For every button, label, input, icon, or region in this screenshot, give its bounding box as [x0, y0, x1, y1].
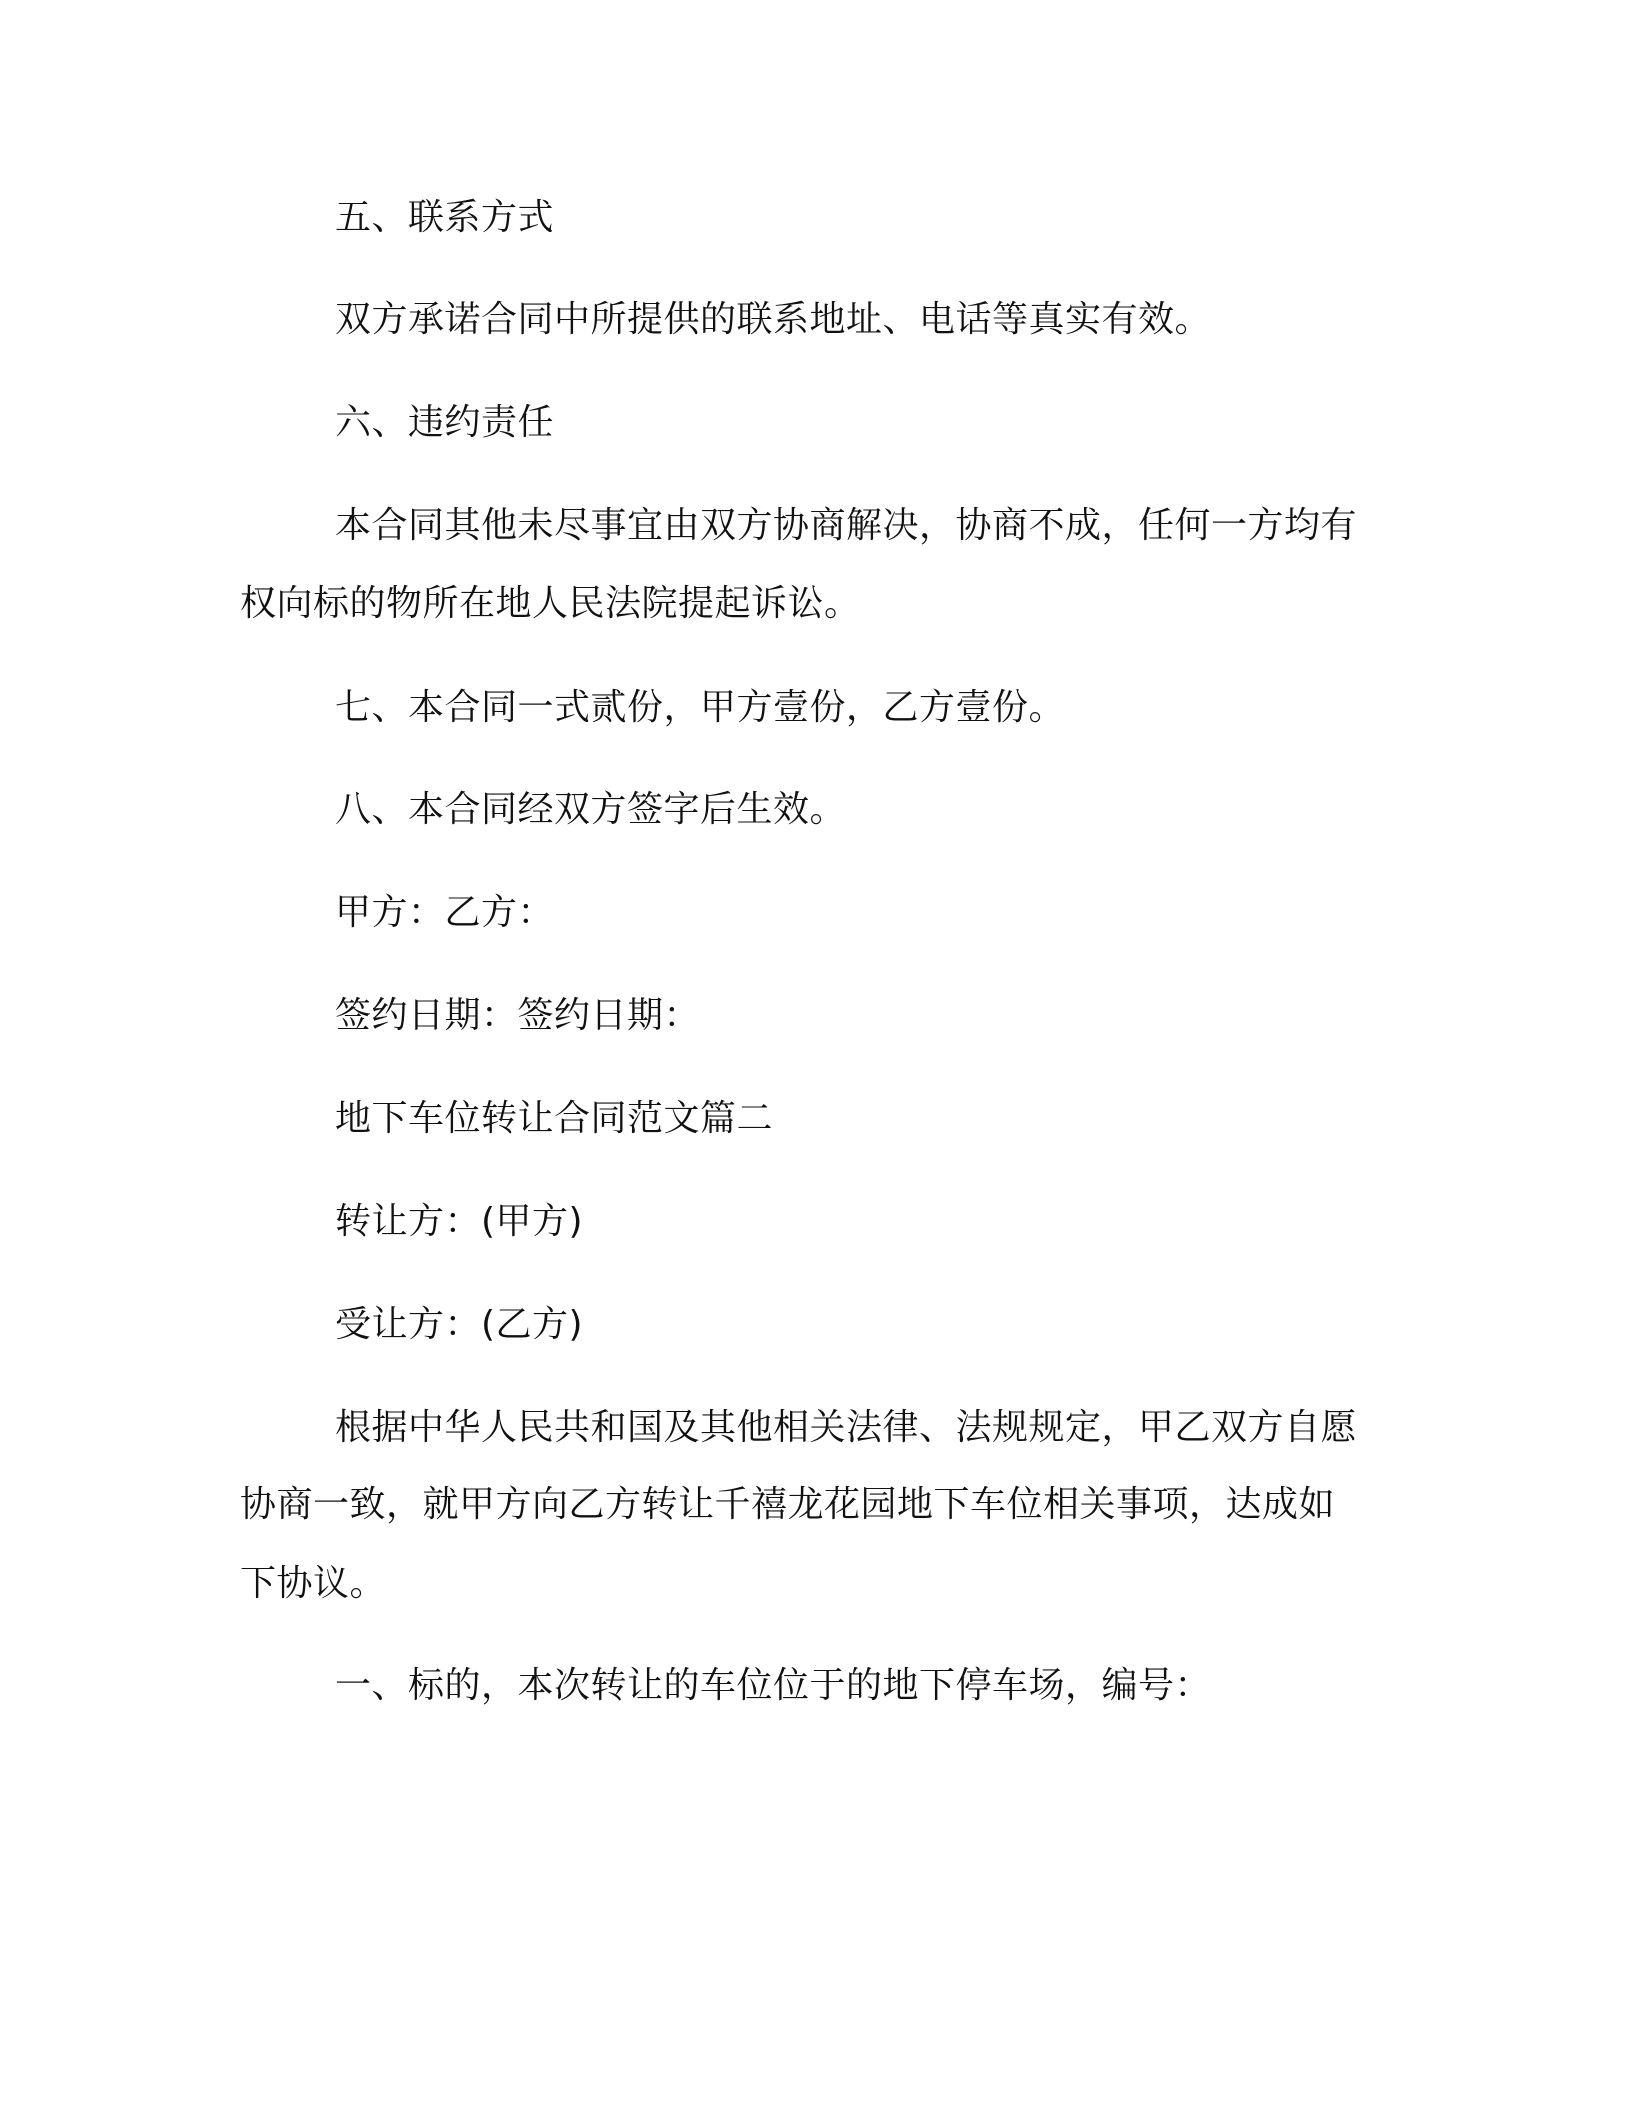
section7-text: 七、本合同一式贰份，甲方壹份，乙方壹份。 — [335, 687, 1066, 728]
section6-heading: 六、违约责任 — [335, 402, 555, 443]
parties-line: 甲方：乙方： — [335, 892, 555, 933]
transferee-line: 受让方：(乙方) — [335, 1304, 584, 1345]
section5-body: 双方承诺合同中所提供的联系地址、电话等真实有效。 — [335, 299, 1212, 340]
section5-heading: 五、联系方式 — [335, 197, 555, 238]
transferor-line: 转让方：(甲方) — [335, 1201, 584, 1242]
intro-line1: 根据中华人民共和国及其他相关法律、法规规定，甲乙双方自愿 — [335, 1407, 1358, 1448]
section6-body-line1: 本合同其他未尽事宜由双方协商解决，协商不成，任何一方均有 — [335, 505, 1358, 546]
clause1-text: 一、标的，本次转让的车位位于的地下停车场，编号： — [335, 1665, 1212, 1706]
intro-line3: 下协议。 — [240, 1563, 387, 1604]
intro-line2: 协商一致，就甲方向乙方转让千禧龙花园地下车位相关事项，达成如 — [240, 1484, 1336, 1525]
section6-body-line2: 权向标的物所在地人民法院提起诉讼。 — [240, 583, 861, 624]
section8-text: 八、本合同经双方签字后生效。 — [335, 789, 847, 830]
contract2-title: 地下车位转让合同范文篇二 — [335, 1098, 774, 1139]
sign-dates-line: 签约日期：签约日期： — [335, 995, 701, 1036]
